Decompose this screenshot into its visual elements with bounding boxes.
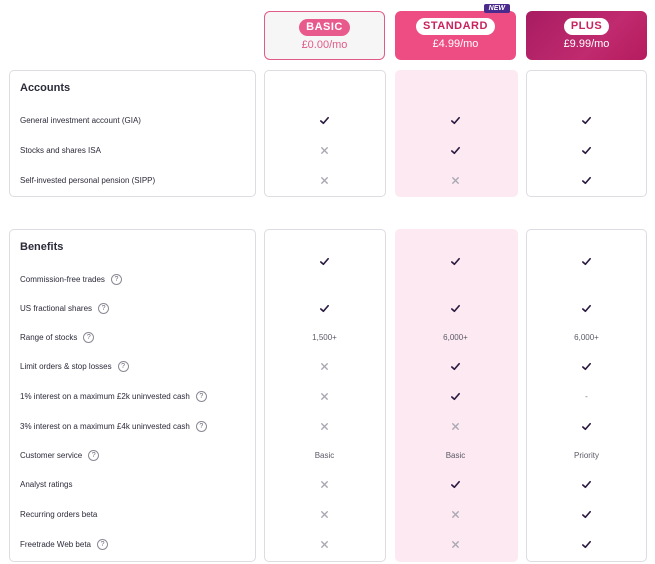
help-icon[interactable]: ? <box>88 450 99 461</box>
row-label <box>20 421 207 433</box>
cell-value: 1,500+ <box>312 333 337 342</box>
help-icon[interactable]: ? <box>97 539 108 550</box>
check-icon <box>581 479 592 490</box>
row-label <box>20 115 141 127</box>
row-label-text: Commission-free trades <box>20 275 105 284</box>
cross-icon <box>319 539 330 550</box>
cell-basic <box>264 538 385 552</box>
cell-basic <box>264 255 385 269</box>
check-icon <box>581 256 592 267</box>
accounts-title: Accounts <box>20 82 71 94</box>
plan-standard-badge: STANDARD <box>416 18 495 35</box>
cell-basic <box>264 302 385 316</box>
cell-value: Basic <box>314 451 335 460</box>
check-icon <box>450 303 461 314</box>
cell-plus <box>526 144 647 158</box>
new-tag: NEW <box>484 4 510 13</box>
cross-icon <box>319 421 330 432</box>
plan-plus-badge: PLUS <box>564 18 609 35</box>
cell-standard <box>395 538 516 552</box>
cross-icon <box>450 539 461 550</box>
cell-plus <box>526 331 647 345</box>
check-icon <box>581 421 592 432</box>
row-label <box>20 361 129 373</box>
row-label <box>20 175 155 187</box>
cell-basic <box>264 174 385 188</box>
row-label-text: Recurring orders beta <box>20 510 98 519</box>
cell-plus <box>526 302 647 316</box>
row-label <box>20 274 122 286</box>
check-icon <box>450 145 461 156</box>
cross-icon <box>450 421 461 432</box>
row-label-text: Analyst ratings <box>20 480 73 489</box>
cell-basic <box>264 420 385 434</box>
cell-value: Priority <box>574 451 599 460</box>
check-icon <box>319 115 330 126</box>
help-icon[interactable]: ? <box>111 274 122 285</box>
cell-plus <box>526 174 647 188</box>
row-label <box>20 509 97 521</box>
cell-value: 6,000+ <box>443 333 468 342</box>
check-icon <box>450 391 461 402</box>
cell-standard <box>395 478 516 492</box>
cell-plus <box>526 538 647 552</box>
cell-standard <box>395 144 516 158</box>
cell-standard <box>395 255 516 269</box>
row-label-text: Limit orders & stop losses <box>20 362 112 371</box>
row-label <box>20 303 109 315</box>
row-label <box>20 332 94 344</box>
benefits-title: Benefits <box>20 241 64 253</box>
cell-basic <box>264 508 385 522</box>
cell-basic <box>264 390 385 404</box>
row-label-text: US fractional shares <box>20 304 93 313</box>
cross-icon <box>319 145 330 156</box>
cell-standard <box>395 114 516 128</box>
plan-standard-price: £4.99/mo <box>432 38 479 50</box>
row-label <box>20 450 99 462</box>
cell-value: 6,000+ <box>574 333 599 342</box>
cell-plus <box>526 360 647 374</box>
plan-basic-header[interactable] <box>264 11 385 60</box>
cell-basic <box>264 331 385 345</box>
row-label-text: General investment account (GIA) <box>20 116 141 125</box>
cell-plus <box>526 114 647 128</box>
cross-icon <box>319 391 330 402</box>
row-label <box>20 145 101 157</box>
row-label-text: Stocks and shares ISA <box>20 146 101 155</box>
cell-basic <box>264 114 385 128</box>
check-icon <box>581 509 592 520</box>
help-icon[interactable]: ? <box>196 391 207 402</box>
check-icon <box>450 479 461 490</box>
plan-standard-header[interactable] <box>395 5 516 60</box>
row-label-text: Self-invested personal pension (SIPP) <box>20 176 156 185</box>
cross-icon <box>319 175 330 186</box>
cell-standard <box>395 390 516 404</box>
plan-basic-price: £0.00/mo <box>301 39 348 51</box>
check-icon <box>581 115 592 126</box>
cell-standard <box>395 508 516 522</box>
cell-standard <box>395 449 516 463</box>
cell-basic <box>264 478 385 492</box>
cross-icon <box>319 479 330 490</box>
help-icon[interactable]: ? <box>83 332 94 343</box>
help-icon[interactable]: ? <box>196 421 207 432</box>
plan-plus-header[interactable] <box>526 11 647 60</box>
row-label-text: Range of stocks <box>20 333 78 342</box>
cell-basic <box>264 144 385 158</box>
row-label-text: Freetrade Web beta <box>20 540 92 549</box>
cell-plus <box>526 420 647 434</box>
row-label <box>20 391 207 403</box>
check-icon <box>581 539 592 550</box>
row-label-text: Customer service <box>20 451 83 460</box>
help-icon[interactable]: ? <box>118 361 129 372</box>
cell-plus <box>526 255 647 269</box>
row-label <box>20 539 108 551</box>
cross-icon <box>450 175 461 186</box>
row-label-text: 1% interest on a maximum £2k uninvested cash <box>20 392 190 401</box>
check-icon <box>581 175 592 186</box>
cell-basic <box>264 360 385 374</box>
row-label <box>20 479 72 491</box>
cell-plus <box>526 449 647 463</box>
cross-icon <box>450 509 461 520</box>
check-icon <box>319 303 330 314</box>
check-icon <box>581 361 592 372</box>
cell-standard <box>395 331 516 345</box>
cell-plus <box>526 508 647 522</box>
row-label-text: 3% interest on a maximum £4k uninvested cash <box>20 422 190 431</box>
cell-value: Basic <box>445 451 466 460</box>
cell-standard <box>395 302 516 316</box>
plan-basic-badge: BASIC <box>299 19 350 36</box>
cross-icon <box>319 509 330 520</box>
cell-standard <box>395 360 516 374</box>
help-icon[interactable]: ? <box>98 303 109 314</box>
check-icon <box>450 361 461 372</box>
cell-basic <box>264 449 385 463</box>
check-icon <box>450 256 461 267</box>
check-icon <box>450 115 461 126</box>
cell-plus <box>526 478 647 492</box>
check-icon <box>581 145 592 156</box>
cell-standard <box>395 174 516 188</box>
dash-value: - <box>585 392 588 401</box>
cross-icon <box>319 361 330 372</box>
cell-plus <box>526 390 647 404</box>
check-icon <box>319 256 330 267</box>
cell-standard <box>395 420 516 434</box>
plan-plus-price: £9.99/mo <box>563 38 610 50</box>
check-icon <box>581 303 592 314</box>
